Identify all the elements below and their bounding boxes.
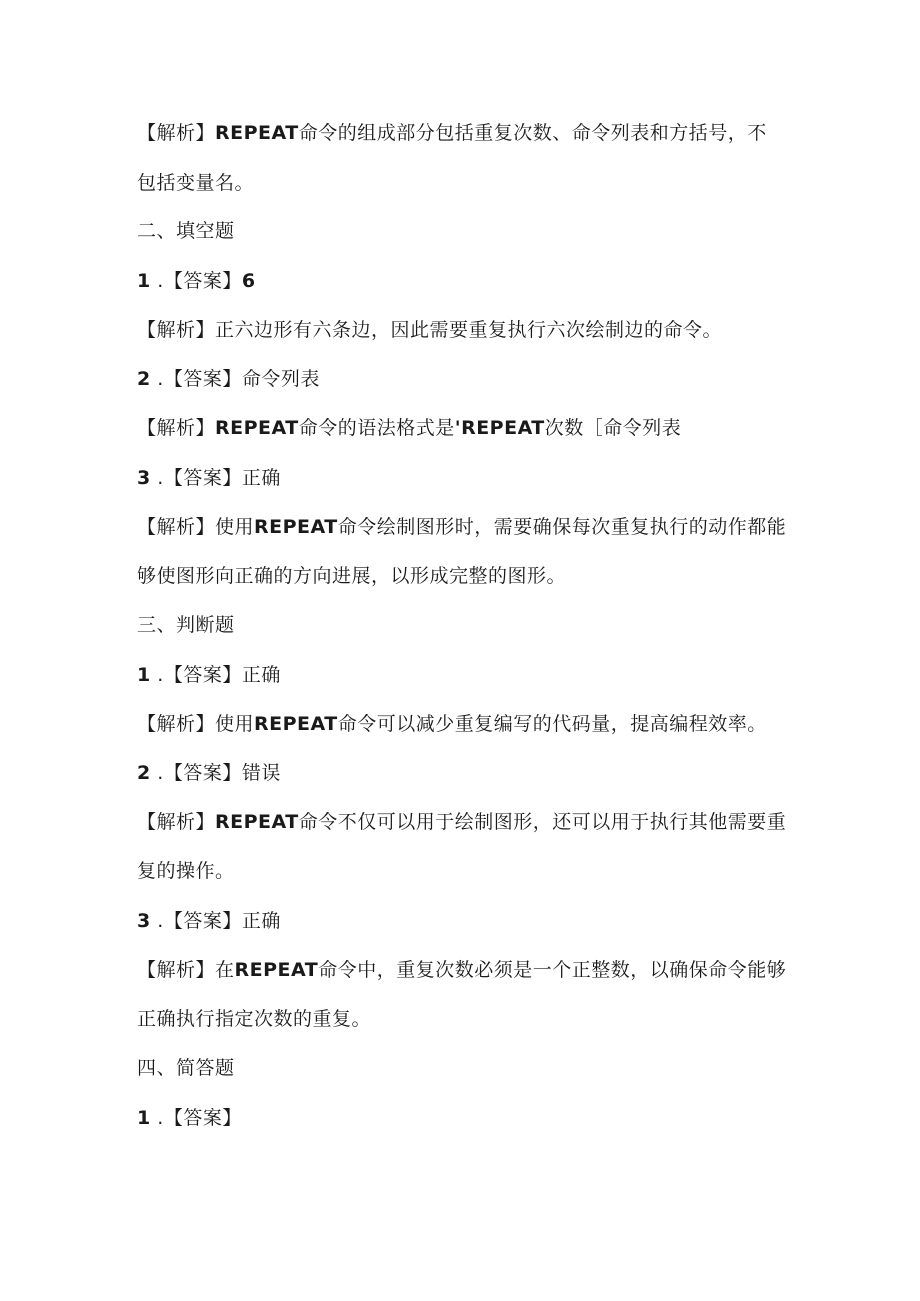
text-run: 【解析】在 xyxy=(137,959,235,981)
text-run: 次数［命令列表 xyxy=(544,417,682,439)
text-run: 1 xyxy=(137,664,151,686)
text-run: 'REPEAT xyxy=(454,417,545,439)
text-line xyxy=(137,268,797,294)
text-run: 3 xyxy=(137,910,151,932)
text-run: .【答案】正确 xyxy=(150,910,281,932)
text-line xyxy=(137,809,797,835)
text-run: 【解析】使用 xyxy=(137,516,255,538)
text-run: 3 xyxy=(137,467,151,489)
text-run: 四、简答题 xyxy=(137,1057,235,1079)
text-run: 1 xyxy=(137,270,151,292)
text-run: 命令可以减少重复编写的代码量，提高编程效率。 xyxy=(337,713,767,735)
text-run: 【解析】 xyxy=(137,417,216,439)
text-line xyxy=(137,711,797,737)
text-run: .【答案】 xyxy=(150,1107,242,1129)
text-run: 复的操作。 xyxy=(137,860,235,882)
text-line xyxy=(137,170,797,196)
text-run: REPEAT xyxy=(215,417,299,439)
text-run: 1 xyxy=(137,1107,151,1129)
text-run: .【答案】正确 xyxy=(150,467,281,489)
text-run: 2 xyxy=(137,762,151,784)
text-run: REPEAT xyxy=(254,713,338,735)
text-line xyxy=(137,465,797,491)
text-line xyxy=(137,908,797,934)
text-line xyxy=(137,612,797,638)
text-run: 命令不仅可以用于绘制图形，还可以用于执行其他需要重 xyxy=(298,811,787,833)
text-run: .【答案】 xyxy=(150,270,242,292)
text-run: REPEAT xyxy=(215,811,299,833)
text-run: .【答案】命令列表 xyxy=(150,368,320,390)
text-run: 2 xyxy=(137,368,151,390)
text-line xyxy=(137,415,797,441)
text-run: 三、判断题 xyxy=(137,614,235,636)
text-run: 命令的组成部分包括重复次数、命令列表和方括号，不 xyxy=(298,122,767,144)
text-line xyxy=(137,957,797,983)
text-run: .【答案】正确 xyxy=(150,664,281,686)
text-line xyxy=(137,366,797,392)
text-run: 6 xyxy=(241,270,256,292)
text-run: REPEAT xyxy=(254,516,338,538)
text-run: 【解析】正六边形有六条边，因此需要重复执行六次绘制边的命令。 xyxy=(137,319,723,341)
text-line xyxy=(137,1105,797,1131)
text-run: 【解析】使用 xyxy=(137,713,255,735)
text-line xyxy=(137,563,797,589)
text-line xyxy=(137,1055,797,1081)
text-line xyxy=(137,760,797,786)
text-line xyxy=(137,1006,797,1032)
text-run: 正确执行指定次数的重复。 xyxy=(137,1008,372,1030)
text-run: 包括变量名。 xyxy=(137,172,255,194)
text-run: 够使图形向正确的方向进展，以形成完整的图形。 xyxy=(137,565,567,587)
text-run: 命令中，重复次数必须是一个正整数，以确保命令能够 xyxy=(318,959,787,981)
text-line xyxy=(137,317,797,343)
text-run: 二、填空题 xyxy=(137,220,235,242)
text-run: 命令绘制图形时，需要确保每次重复执行的动作都能 xyxy=(337,516,787,538)
text-run: 【解析】 xyxy=(137,122,216,144)
text-line xyxy=(137,858,797,884)
text-run: 命令的语法格式是 xyxy=(298,417,455,439)
text-run: REPEAT xyxy=(234,959,319,981)
text-line xyxy=(137,120,797,146)
text-run: .【答案】错误 xyxy=(150,762,281,784)
text-run: 【解析】 xyxy=(137,811,216,833)
text-line xyxy=(137,514,797,540)
text-line xyxy=(137,218,797,244)
text-run: REPEAT xyxy=(215,122,299,144)
text-line xyxy=(137,662,797,688)
